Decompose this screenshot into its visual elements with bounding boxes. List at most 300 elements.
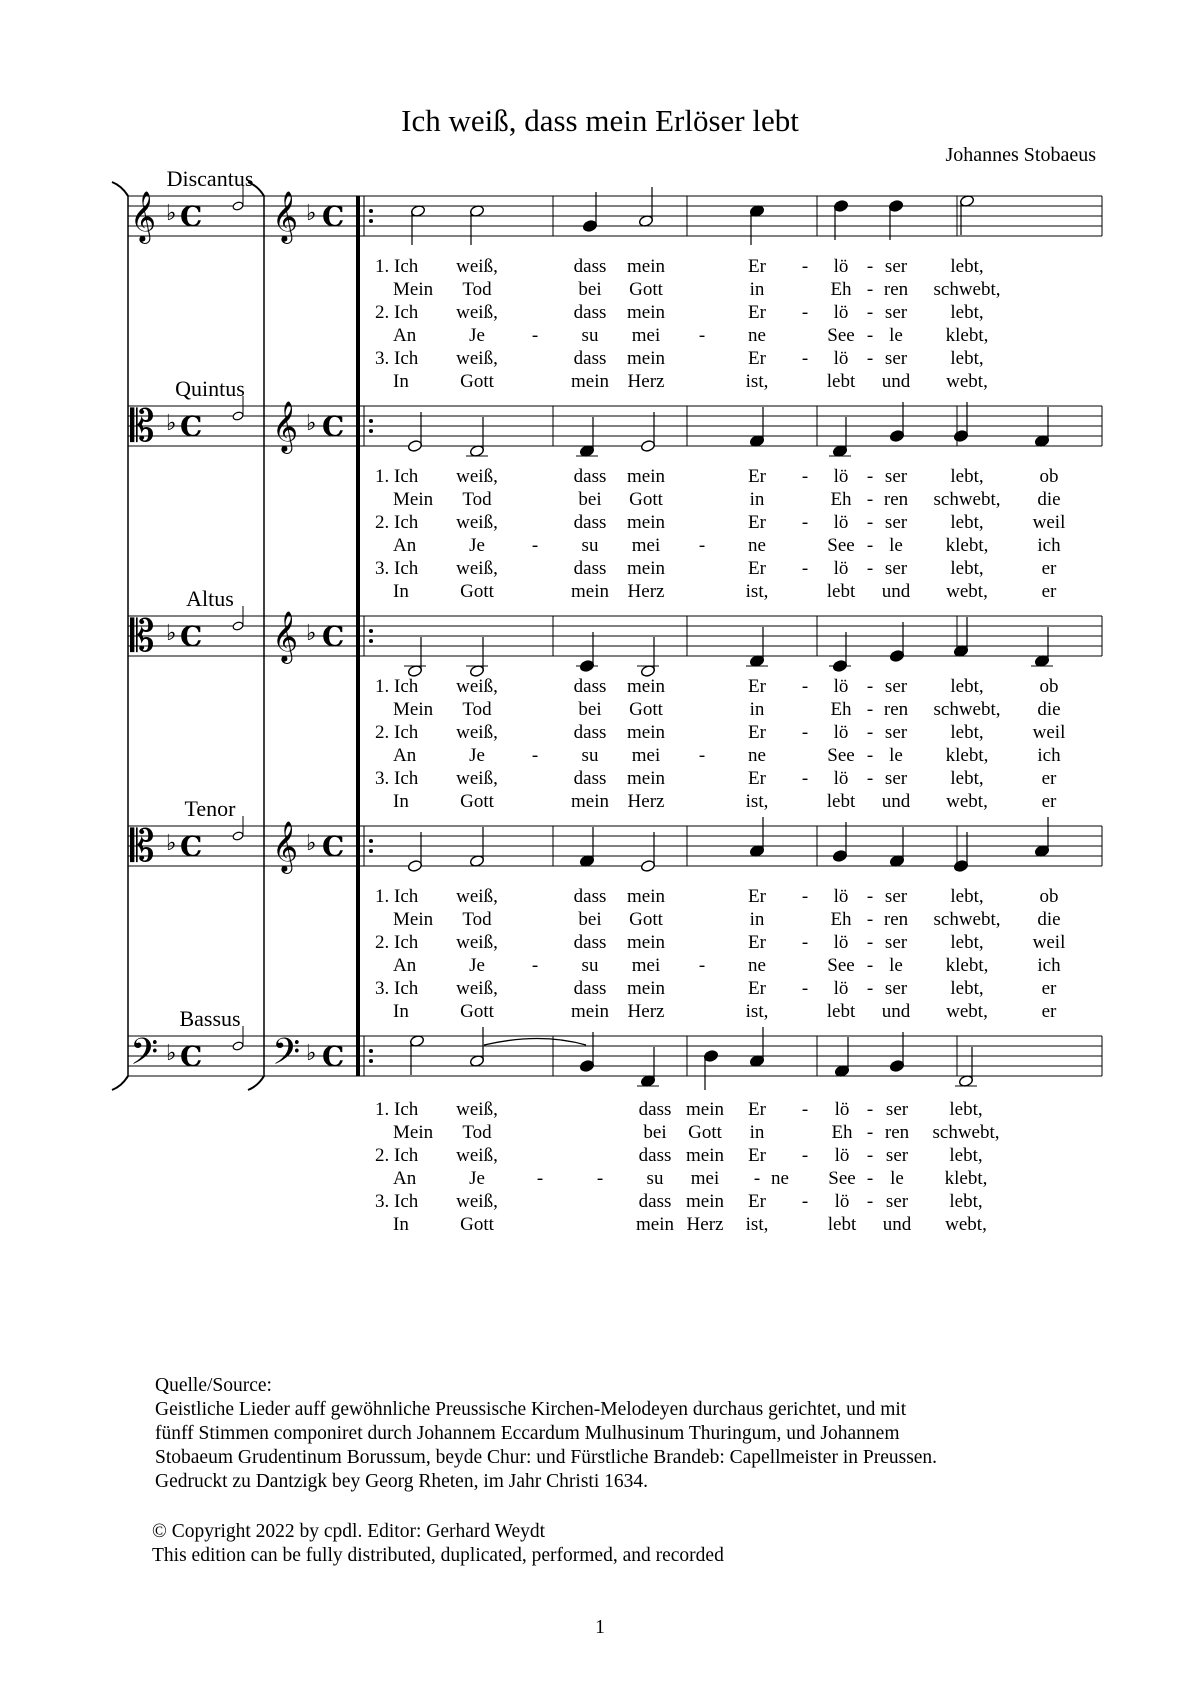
half-note	[640, 859, 655, 872]
incipit-note	[232, 831, 244, 841]
repeat-dot	[369, 639, 373, 643]
lyric-syllable: ser	[884, 768, 908, 789]
lyric-syllable: -	[866, 676, 874, 697]
lyric-syllable: lebt,	[950, 512, 984, 533]
quarter-note	[889, 429, 904, 442]
lyric-syllable: weiß,	[456, 1191, 498, 1212]
lyric-syllable: -	[596, 1168, 604, 1189]
lyric-syllable: Herz	[627, 581, 665, 602]
lyric-syllable: mein	[571, 1001, 609, 1022]
bass-clef-icon: 𝄢	[272, 1031, 301, 1082]
lyric-syllable: die	[1037, 909, 1061, 930]
lyric-syllable: Er	[748, 676, 766, 697]
source-label: Quelle/Source:	[155, 1375, 272, 1396]
lyric-syllable: weiß,	[456, 886, 498, 907]
lyric-syllable: An	[393, 1168, 417, 1189]
lyric-syllable: klebt,	[945, 535, 989, 556]
lyric-syllable: weiß,	[456, 978, 498, 999]
lyric-syllable: Gott	[629, 699, 663, 720]
voice-name-tenor: Tenor	[184, 796, 236, 821]
repeat-dot	[369, 209, 373, 213]
lyric-syllable: Er	[748, 932, 766, 953]
lyric-syllable: 3. Ich	[375, 978, 419, 999]
lyric-syllable: -	[531, 535, 539, 556]
source-line: Geistliche Lieder auff gewöhnliche Preussische Kirchen-Melodeyen durchaus gerichtet, und mit	[155, 1399, 907, 1420]
lyric-syllable: -	[866, 722, 874, 743]
lyric-syllable: Er	[748, 348, 766, 369]
lyric-syllable: weiß,	[456, 768, 498, 789]
lyric-syllable: An	[393, 745, 417, 766]
quarter-note	[889, 1059, 904, 1072]
common-time-icon: C	[322, 1040, 345, 1073]
lyric-syllable: mei	[631, 325, 661, 346]
lyric-syllable: und	[881, 1001, 911, 1022]
lyric-syllable: lebt,	[950, 558, 984, 579]
lyric-syllable: -	[698, 745, 706, 766]
flat-icon: ♭	[306, 1041, 317, 1066]
lyric-syllable: In	[393, 791, 409, 812]
lyric-syllable: -	[698, 955, 706, 976]
lyric-syllable: bei	[578, 489, 602, 510]
lyric-syllable: dass	[638, 1145, 672, 1166]
lyric-syllable: webt,	[946, 371, 988, 392]
lyric-syllable: Eh	[830, 489, 852, 510]
lyric-syllable: ser	[884, 978, 908, 999]
lyric-syllable: -	[866, 955, 874, 976]
incipit-note	[232, 621, 244, 631]
lyric-syllable: Er	[748, 978, 766, 999]
quarter-note	[888, 199, 903, 212]
lyric-syllable: -	[866, 512, 874, 533]
lyric-syllable: Eh	[830, 909, 852, 930]
voice-name-bassus: Bassus	[179, 1006, 241, 1031]
lyric-syllable: lö	[833, 886, 849, 907]
lyric-syllable: schwebt,	[933, 489, 1001, 510]
lyric-syllable: lebt,	[950, 348, 984, 369]
lyric-syllable: ser	[884, 722, 908, 743]
lyric-syllable: Tod	[462, 699, 492, 720]
quarter-note	[582, 219, 597, 232]
lyric-syllable: ich	[1037, 535, 1061, 556]
lyric-syllable: -	[801, 1191, 809, 1212]
lyric-syllable: Je	[469, 325, 485, 346]
lyric-syllable: mein	[571, 791, 609, 812]
lyric-syllable: mein	[627, 466, 665, 487]
lyric-syllable: mein	[627, 768, 665, 789]
lyric-syllable: mein	[686, 1191, 724, 1212]
lyric-syllable: lö	[833, 932, 849, 953]
lyric-syllable: -	[866, 325, 874, 346]
lyric-syllable: weiß,	[456, 302, 498, 323]
common-time-icon: C	[180, 1040, 203, 1073]
lyric-syllable: dass	[573, 256, 607, 277]
lyric-syllable: und	[881, 371, 911, 392]
lyric-syllable: Gott	[629, 909, 663, 930]
lyric-syllable: -	[801, 1099, 809, 1120]
lyric-syllable: er	[1041, 581, 1057, 602]
lyric-syllable: weiß,	[456, 932, 498, 953]
lyric-syllable: Herz	[627, 791, 665, 812]
common-time-icon: C	[322, 620, 345, 653]
lyric-syllable: weiß,	[456, 348, 498, 369]
lyric-syllable: lebt	[826, 371, 856, 392]
lyric-syllable: ist,	[745, 791, 769, 812]
incipit-note	[232, 1041, 244, 1051]
lyric-syllable: ne	[748, 955, 766, 976]
flat-icon: ♭	[166, 1041, 177, 1066]
lyric-syllable: le	[889, 325, 903, 346]
bracket-bottom	[112, 1076, 128, 1090]
lyric-syllable: -	[801, 348, 809, 369]
lyric-syllable: Eh	[830, 699, 852, 720]
copyright-line: © Copyright 2022 by cpdl. Editor: Gerhard Weydt	[152, 1521, 546, 1542]
lyric-syllable: -	[866, 1168, 874, 1189]
lyric-syllable: -	[866, 768, 874, 789]
lyric-syllable: -	[866, 1122, 874, 1143]
lyric-syllable: An	[393, 535, 417, 556]
lyric-syllable: lö	[834, 1191, 850, 1212]
lyric-syllable: le	[889, 745, 903, 766]
lyric-syllable: Je	[469, 535, 485, 556]
common-time-icon: C	[322, 410, 345, 443]
half-note	[407, 859, 422, 872]
lyric-syllable: mein	[627, 256, 665, 277]
common-time-icon: C	[180, 830, 203, 863]
lyric-syllable: mein	[686, 1145, 724, 1166]
lyric-syllable: -	[866, 279, 874, 300]
lyric-syllable: su	[646, 1168, 664, 1189]
source-line: fünff Stimmen componiret durch Johannem Eccardum Mulhusinum Thuringum, und Johannem	[155, 1423, 900, 1444]
license-line: This edition can be fully distributed, duplicated, performed, and recorded	[152, 1545, 724, 1566]
lyric-syllable: und	[881, 791, 911, 812]
lyric-syllable: mein	[627, 558, 665, 579]
lyric-syllable: ser	[884, 676, 908, 697]
lyric-syllable: -	[801, 466, 809, 487]
treble-clef-icon: 𝄞	[272, 401, 299, 452]
lyric-syllable: ser	[884, 932, 908, 953]
lyric-syllable: Mein	[393, 489, 434, 510]
lyric-syllable: lebt	[827, 1214, 857, 1235]
lyric-syllable: 1. Ich	[375, 886, 419, 907]
lyric-syllable: mein	[627, 302, 665, 323]
lyric-syllable: -	[801, 302, 809, 323]
lyric-syllable: -	[866, 489, 874, 510]
lyric-syllable: Er	[748, 1145, 766, 1166]
lyric-syllable: mein	[627, 722, 665, 743]
repeat-dot	[369, 1059, 373, 1063]
lyric-syllable: mei	[631, 955, 661, 976]
lyric-syllable: ren	[884, 1122, 910, 1143]
lyric-syllable: An	[393, 325, 417, 346]
lyric-syllable: mein	[571, 371, 609, 392]
lyric-syllable: lebt,	[949, 1191, 983, 1212]
lyric-syllable: lö	[833, 722, 849, 743]
flat-icon: ♭	[306, 201, 317, 226]
lyric-syllable: dass	[573, 512, 607, 533]
treble-clef-icon: 𝄞	[272, 611, 299, 662]
lyric-syllable: dass	[573, 768, 607, 789]
lyric-syllable: lö	[833, 978, 849, 999]
lyric-syllable: weil	[1032, 932, 1066, 953]
lyric-syllable: -	[698, 325, 706, 346]
lyric-syllable: Gott	[629, 279, 663, 300]
lyric-syllable: Gott	[460, 1001, 494, 1022]
common-time-icon: C	[322, 200, 345, 233]
lyric-syllable: schwebt,	[933, 699, 1001, 720]
lyric-syllable: -	[536, 1168, 544, 1189]
c-clef-icon: 𝄡	[130, 821, 155, 872]
lyric-syllable: mein	[636, 1214, 674, 1235]
lyric-syllable: su	[581, 955, 599, 976]
repeat-dot	[369, 839, 373, 843]
lyric-syllable: in	[749, 1122, 765, 1143]
lyric-syllable: in	[749, 489, 765, 510]
lyric-syllable: ob	[1039, 466, 1059, 487]
lyric-syllable: In	[393, 371, 409, 392]
lyric-syllable: Herz	[627, 371, 665, 392]
lyric-syllable: klebt,	[945, 955, 989, 976]
lyric-syllable: See	[828, 1168, 856, 1189]
lyric-syllable: le	[889, 955, 903, 976]
lyric-syllable: ist,	[745, 581, 769, 602]
lyric-syllable: Er	[748, 466, 766, 487]
lyric-syllable: ser	[884, 512, 908, 533]
lyric-syllable: An	[393, 955, 417, 976]
lyric-syllable: dass	[573, 302, 607, 323]
common-time-icon: C	[322, 830, 345, 863]
tie	[484, 1039, 586, 1046]
lyric-syllable: In	[393, 1001, 409, 1022]
lyric-syllable: lö	[833, 348, 849, 369]
lyric-syllable: ser	[884, 466, 908, 487]
lyric-syllable: -	[866, 909, 874, 930]
lyric-syllable: Gott	[460, 371, 494, 392]
lyric-syllable: ob	[1039, 676, 1059, 697]
lyric-syllable: webt,	[946, 581, 988, 602]
flat-icon: ♭	[166, 621, 177, 646]
source-note	[155, 1374, 1085, 1494]
repeat-dot	[369, 429, 373, 433]
treble-clef-icon: 𝄞	[272, 191, 299, 242]
copyright-note	[152, 1520, 724, 1568]
lyric-syllable: Mein	[393, 1122, 434, 1143]
lyric-syllable: ser	[885, 1191, 909, 1212]
lyric-syllable: Je	[469, 745, 485, 766]
lyric-syllable: Er	[748, 1099, 766, 1120]
voice-name-discantus: Discantus	[166, 166, 254, 191]
lyric-syllable: Er	[748, 886, 766, 907]
bracket-bottom	[248, 1076, 264, 1090]
lyric-syllable: weil	[1032, 512, 1066, 533]
lyric-syllable: ser	[885, 1145, 909, 1166]
lyric-syllable: -	[866, 1191, 874, 1212]
lyric-syllable: -	[866, 699, 874, 720]
lyric-syllable: Er	[748, 768, 766, 789]
lyric-syllable: dass	[573, 722, 607, 743]
lyric-syllable: weiß,	[456, 722, 498, 743]
lyric-syllable: Je	[469, 955, 485, 976]
lyric-syllable: -	[801, 1145, 809, 1166]
quarter-note	[832, 849, 847, 862]
lyric-syllable: schwebt,	[933, 909, 1001, 930]
lyric-syllable: -	[801, 256, 809, 277]
lyric-syllable: lebt,	[950, 302, 984, 323]
lyric-syllable: Mein	[393, 699, 434, 720]
lyric-syllable: dass	[573, 932, 607, 953]
lyric-syllable: mein	[627, 348, 665, 369]
lyric-syllable: Herz	[627, 1001, 665, 1022]
lyric-syllable: su	[581, 325, 599, 346]
lyric-syllable: lebt,	[950, 466, 984, 487]
lyric-syllable: -	[866, 1099, 874, 1120]
lyric-syllable: -	[866, 256, 874, 277]
lyric-syllable: -	[531, 955, 539, 976]
lyric-syllable: die	[1037, 699, 1061, 720]
lyric-syllable: lebt	[826, 581, 856, 602]
lyric-syllable: -	[801, 512, 809, 533]
lyric-syllable: -	[531, 325, 539, 346]
lyric-syllable: -	[801, 768, 809, 789]
lyric-syllable: Tod	[462, 909, 492, 930]
lyric-syllable: er	[1041, 558, 1057, 579]
source-line: Gedruckt zu Dantzigk bey Georg Rheten, im Jahr Christi 1634.	[155, 1471, 648, 1492]
incipit-note	[232, 411, 244, 421]
bracket-top	[248, 182, 264, 196]
lyric-syllable: -	[753, 1168, 761, 1189]
lyric-syllable: 1. Ich	[375, 676, 419, 697]
treble-clef-icon: 𝄞	[130, 191, 157, 242]
lyric-syllable: Gott	[629, 489, 663, 510]
lyric-syllable: lö	[834, 1099, 850, 1120]
lyric-syllable: mei	[690, 1168, 720, 1189]
lyric-syllable: lö	[833, 768, 849, 789]
lyric-syllable: dass	[638, 1099, 672, 1120]
lyric-syllable: Je	[469, 1168, 485, 1189]
lyric-syllable: Gott	[688, 1122, 722, 1143]
lyric-syllable: dass	[573, 978, 607, 999]
lyric-syllable: webt,	[945, 1214, 987, 1235]
lyric-syllable: klebt,	[945, 745, 989, 766]
lyric-syllable: in	[749, 909, 765, 930]
lyric-syllable: Eh	[830, 279, 852, 300]
lyric-syllable: schwebt,	[933, 279, 1001, 300]
lyric-syllable: ist,	[745, 371, 769, 392]
lyric-syllable: mein	[627, 932, 665, 953]
lyric-syllable: ist,	[745, 1001, 769, 1022]
flat-icon: ♭	[306, 831, 317, 856]
lyric-syllable: su	[581, 535, 599, 556]
lyric-syllable: mein	[627, 886, 665, 907]
lyric-syllable: 3. Ich	[375, 558, 419, 579]
lyric-syllable: weiß,	[456, 512, 498, 533]
page-number: 1	[595, 1617, 605, 1638]
lyric-syllable: 2. Ich	[375, 512, 419, 533]
lyric-syllable: mei	[631, 535, 661, 556]
lyric-syllable: dass	[573, 558, 607, 579]
lyric-syllable: In	[393, 1214, 409, 1235]
lyric-syllable: Tod	[462, 279, 492, 300]
lyric-syllable: und	[881, 581, 911, 602]
lyric-syllable: Eh	[831, 1122, 853, 1143]
lyric-syllable: -	[801, 932, 809, 953]
lyric-syllable: lö	[833, 512, 849, 533]
voice-name-quintus: Quintus	[175, 376, 245, 401]
lyric-syllable: -	[866, 1145, 874, 1166]
lyric-syllable: lö	[833, 466, 849, 487]
source-line: Stobaeum Grudentinum Borussum, beyde Chur: und Fürstliche Brandeb: Capellmeister in Preussen.	[155, 1447, 938, 1468]
lyric-syllable: See	[827, 955, 855, 976]
lyric-syllable: dass	[573, 466, 607, 487]
lyric-syllable: ser	[884, 256, 908, 277]
lyric-syllable: ser	[884, 558, 908, 579]
flat-icon: ♭	[306, 621, 317, 646]
treble-clef-icon: 𝄞	[272, 821, 299, 872]
lyric-syllable: klebt,	[945, 325, 989, 346]
repeat-dot	[369, 419, 373, 423]
lyric-syllable: ne	[748, 535, 766, 556]
lyric-syllable: lebt,	[950, 978, 984, 999]
repeat-dot	[369, 629, 373, 633]
lyric-syllable: bei	[578, 909, 602, 930]
lyric-syllable: ser	[884, 348, 908, 369]
lyric-syllable: lebt,	[950, 676, 984, 697]
lyric-syllable: lebt,	[950, 722, 984, 743]
lyric-syllable: weiß,	[456, 1099, 498, 1120]
lyric-syllable: -	[801, 722, 809, 743]
lyric-syllable: Er	[748, 1191, 766, 1212]
lyric-syllable: lö	[833, 302, 849, 323]
lyric-syllable: le	[890, 1168, 904, 1189]
common-time-icon: C	[180, 200, 203, 233]
lyric-syllable: Er	[748, 722, 766, 743]
lyric-syllable: mein	[627, 512, 665, 533]
lyric-syllable: lö	[833, 558, 849, 579]
lyric-syllable: weiß,	[456, 466, 498, 487]
lyric-syllable: ren	[883, 279, 909, 300]
page-title: Ich weiß, dass mein Erlöser lebt	[401, 103, 799, 138]
lyric-syllable: 2. Ich	[375, 302, 419, 323]
lyric-syllable: ser	[884, 886, 908, 907]
lyric-syllable: In	[393, 581, 409, 602]
lyric-syllable: -	[801, 676, 809, 697]
lyric-syllable: lebt,	[950, 886, 984, 907]
quarter-note	[953, 429, 968, 442]
lyric-syllable: Mein	[393, 909, 434, 930]
lyric-syllable: dass	[573, 886, 607, 907]
lyric-syllable: ren	[883, 489, 909, 510]
lyric-syllable: Gott	[460, 791, 494, 812]
lyric-syllable: die	[1037, 489, 1061, 510]
half-note	[407, 439, 422, 452]
lyric-syllable: Tod	[462, 1122, 492, 1143]
quarter-note	[579, 1059, 594, 1072]
lyric-syllable: 1. Ich	[375, 1099, 419, 1120]
lyric-syllable: lebt,	[950, 256, 984, 277]
flat-icon: ♭	[166, 201, 177, 226]
lyric-syllable: 3. Ich	[375, 1191, 419, 1212]
lyric-syllable: -	[866, 886, 874, 907]
lyric-syllable: er	[1041, 791, 1057, 812]
lyric-syllable: ne	[771, 1168, 789, 1189]
lyric-syllable: Herz	[686, 1214, 724, 1235]
lyric-syllable: webt,	[946, 1001, 988, 1022]
common-time-icon: C	[180, 620, 203, 653]
repeat-dot	[369, 849, 373, 853]
lyric-syllable: Er	[748, 256, 766, 277]
lyric-syllable: -	[866, 558, 874, 579]
lyric-syllable: lebt,	[949, 1099, 983, 1120]
lyric-syllable: ne	[748, 325, 766, 346]
